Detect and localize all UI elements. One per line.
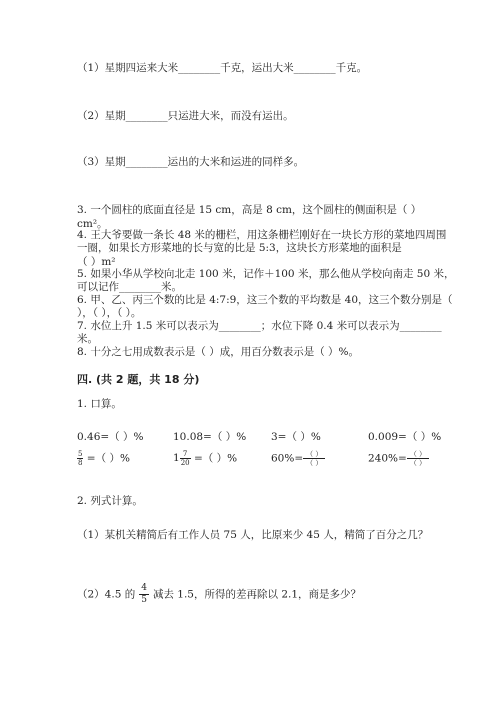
expression-rest: =（ ）%: [190, 452, 238, 465]
calc-problem-1: （1）某机关精简后有工作人员 75 人，比原来少 45 人，精简了百分之几？: [77, 529, 429, 541]
fraction-numerator: （ ）: [303, 450, 325, 459]
oral-r2c4: [368, 450, 429, 467]
oral-r1c4: 0.009=（ ）%: [368, 431, 442, 443]
fraction: [139, 583, 149, 606]
fill-q8: 8. 十分之七用成数表示是（ ）成，用百分数表示是（ ）%。: [77, 346, 360, 358]
oral-r2c2: [173, 450, 237, 467]
fraction-numerator: （ ）: [407, 450, 429, 459]
question-blank-2: （2）星期________只运进大米，而没有运出。: [77, 110, 294, 122]
fill-q3-line2: cm²。: [77, 218, 108, 230]
problem-post: 减去 1.5，所得的差再除以 2.1，商是多少？: [152, 588, 362, 601]
fill-q4-line2: 一圈，如果长方形菜地的长与宽的比是 5:3，这块长方形菜地的面积是: [77, 242, 402, 254]
fill-q3-line1: 3. 一个圆柱的底面直径是 15 cm，高是 8 cm，这个圆柱的侧面积是（ ）: [77, 204, 422, 216]
fraction-denominator: 20: [180, 459, 190, 467]
calc-title: 2. 列式计算。: [77, 495, 143, 507]
fraction: [407, 450, 429, 467]
section-heading: 四. (共 2 题，共 18 分): [77, 373, 200, 386]
question-blank-1: （1）星期四运来大米________千克，运出大米________千克。: [77, 62, 368, 74]
fraction-denominator: （ ）: [306, 459, 323, 467]
oral-r2c3: [271, 450, 325, 467]
fraction: [180, 450, 191, 467]
fraction-numerator: 5: [78, 450, 83, 458]
oral-title: 1. 口算。: [77, 398, 122, 410]
expression-rest: =（ ）%: [83, 452, 130, 465]
fill-q6-line2: ），（ ），（ ）。: [77, 307, 142, 319]
oral-r1c1: 0.46=（ ）%: [77, 431, 144, 443]
oral-r1c2: 10.08=（ ）%: [173, 431, 247, 443]
oral-r2c1: [77, 450, 130, 467]
problem-pre: （2）4.5 的: [77, 588, 136, 601]
fill-q5-line1: 5. 如果小华从学校向北走 100 米，记作＋100 米，那么他从学校向南走 50 米，: [77, 268, 455, 280]
fraction-denominator: （ ）: [409, 459, 427, 467]
fill-q7-line2: 米。: [77, 333, 98, 345]
fill-q4-line3: （ ）m²: [77, 256, 116, 268]
fill-q7-line1: 7. 水位上升 1.5 米可以表示为________；水位下降 0.4 米可以表示为________: [77, 320, 442, 332]
fraction-denominator: 5: [141, 595, 147, 605]
oral-r1c3: 3=（ ）%: [271, 431, 321, 443]
calc-problem-2: [77, 583, 361, 606]
expression-pre: 60%=: [271, 452, 304, 465]
fill-q5-line2: 可以记作________米。: [77, 281, 182, 293]
fill-q4-line1: 4. 王大爷要做一条长 48 米的栅栏，用这条栅栏刚好在一块长方形的菜地四周围: [77, 229, 447, 241]
question-blank-3: （3）星期________运出的大米和运进的同样多。: [77, 156, 305, 168]
mixed-whole: 1: [173, 452, 180, 464]
expression-pre: 240%=: [368, 452, 407, 465]
fraction-numerator: 4: [141, 583, 147, 593]
fill-q6-line1: 6. 甲、乙、丙三个数的比是 4:7:9，这三个数的平均数是 40，这三个数分别是（: [77, 294, 453, 306]
fraction-numerator: 7: [180, 450, 191, 459]
fraction: [303, 450, 325, 467]
fraction-denominator: 8: [78, 459, 83, 467]
